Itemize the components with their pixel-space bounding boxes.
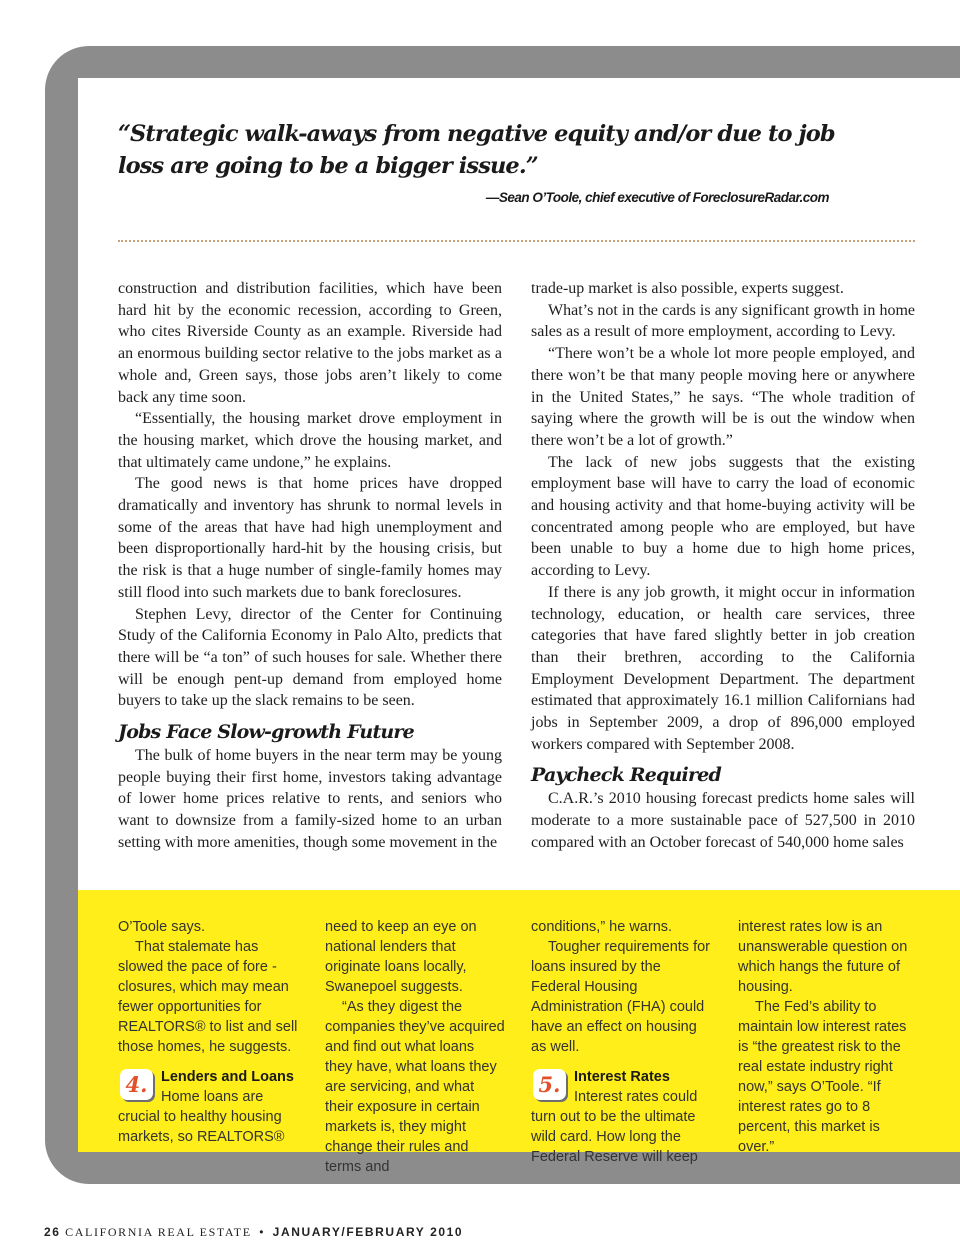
- paragraph: construction and distribution facilities, which have been hard hit by the economic recession, according to Green, who cites Riverside County as an example. Riverside had an enormous building sector relative to the jobs market as a whole and, Green says, those jobs aren’t likely to come back any time soon.: [118, 280, 502, 406]
- sidebar-column-4: [738, 917, 918, 1157]
- sidebar-paragraph: That stalemate has slowed the pace of fore - closures, which may mean fewer opportunities for REALTORS® to list and sell those homes, he suggests.: [118, 939, 298, 1055]
- sidebar-column-1: [118, 917, 298, 1147]
- sidebar-item-interest-rates: [531, 1067, 711, 1167]
- sidebar-paragraph: Tougher requirements for loans insured by the Federal Housing Administration (FHA) could have an effect on housing as well.: [531, 939, 710, 1055]
- sidebar-column-3: [531, 917, 711, 1167]
- sidebar-paragraph: need to keep an eye on national lenders that originate loans locally, Swanepoel suggests.: [325, 919, 477, 995]
- paragraph: What’s not in the cards is any significant growth in home sales as a result of more employment, according to Levy.: [531, 301, 915, 341]
- paragraph: The lack of new jobs suggests that the existing employment base will have to carry the load of economic and housing activity and that home-buying activity will be concentrated among people who are employed, but have been unable to buy a home due to high home prices, according to Levy.: [531, 453, 915, 580]
- pull-quote-attribution: —Sean O’Toole, chief executive of ForeclosureRadar.com: [485, 190, 829, 205]
- paragraph: The bulk of home buyers in the near term may be young people buying their first home, investors taking advantage of lower home prices relative to rents, and seniors who want to downsize from a family-sized home to an urban setting with more amenities, though some movement in the: [118, 747, 502, 851]
- paragraph: “There won’t be a whole lot more people employed, and there won’t be that many people moving here or anywhere in the United States,” he says. “The whole tradition of saying where the growth will be is out the window when there won’t be a lot of growth.”: [531, 345, 915, 449]
- number-badge-4: 4.: [120, 1069, 153, 1100]
- article-column-2: [531, 278, 915, 854]
- number-badge-5: 5.: [533, 1069, 566, 1100]
- sidebar-paragraph: O’Toole says.: [118, 919, 206, 935]
- footer-separator: •: [259, 1225, 266, 1239]
- page-footer: [44, 1225, 463, 1240]
- paragraph: trade-up market is also possible, experts suggest.: [531, 280, 844, 297]
- dotted-divider: [118, 240, 915, 242]
- section-heading-jobs: Jobs Face Slow-growth Future: [118, 721, 414, 744]
- sidebar-item-lenders: [118, 1067, 298, 1147]
- section-heading-paycheck: Paycheck Required: [531, 764, 721, 787]
- sidebar-paragraph: interest rates low is an unanswerable question on which hangs the future of housing.: [738, 919, 908, 995]
- article-column-1: [118, 278, 502, 854]
- page-number: 26: [44, 1225, 61, 1239]
- sidebar-column-2: [325, 917, 505, 1177]
- paragraph: Stephen Levy, director of the Center for Continuing Study of the California Economy in Palo Alto, predicts that there will be “a ton” of such houses for sale. Whether there will be enough pent-up demand from employed home buyers to take up the slack remains to be seen.: [118, 605, 502, 710]
- sidebar-item-title: Lenders and Loans: [161, 1069, 294, 1085]
- paragraph: C.A.R.’s 2010 housing forecast predicts home sales will moderate to a more sustainable pace of 527,500 in 2010 compared with an October forecast of 540,000 home sales: [531, 790, 915, 851]
- sidebar-item-text: Home loans are crucial to healthy housing markets, so REALTORS®: [118, 1089, 285, 1145]
- pull-quote: “Strategic walk-aways from negative equity and/or due to job loss are going to be a bigger issue.”: [118, 121, 835, 179]
- magazine-title: CALIFORNIA REAL ESTATE: [65, 1225, 252, 1239]
- sidebar-paragraph: “As they digest the companies they’ve acquired and find out what loans they have, what loans they are servicing, and what their exposure in certain markets is, they might change their rules and terms and: [325, 999, 505, 1175]
- issue-date: JANUARY/FEBRUARY 2010: [272, 1225, 464, 1239]
- paragraph: If there is any job growth, it might occur in information technology, education, or health care services, three categories that have fared slightly better in job creation than their brethren, according to the California Employment Development Department. The department estimated that approximately 16.1 million Californians had jobs in September 2009, a drop of 896,000 employed workers compared with September 2008.: [531, 583, 915, 753]
- paragraph: The good news is that home prices have dropped dramatically and inventory has shrunk to normal levels in some of the areas that have had high unemployment and been disproportionally hard-hit by the housing crisis, but the risk is that a huge number of single-family homes may still flood into such markets due to bank foreclosures.: [118, 475, 502, 601]
- sidebar-item-text: Interest rates could turn out to be the ultimate wild card. How long the Federal Reserve will keep: [531, 1089, 698, 1165]
- sidebar-paragraph: The Fed’s ability to maintain low interest rates is “the greatest risk to the real estate industry right now,” says O’Toole. “If interest rates go to 8 percent, this market is over.”: [738, 999, 907, 1155]
- sidebar-item-title: Interest Rates: [574, 1069, 670, 1085]
- paragraph: “Essentially, the housing market drove employment in the housing market, which drove the housing market, and that ultimately came undone,” he explains.: [118, 410, 502, 471]
- sidebar-paragraph: conditions,” he warns.: [531, 919, 673, 935]
